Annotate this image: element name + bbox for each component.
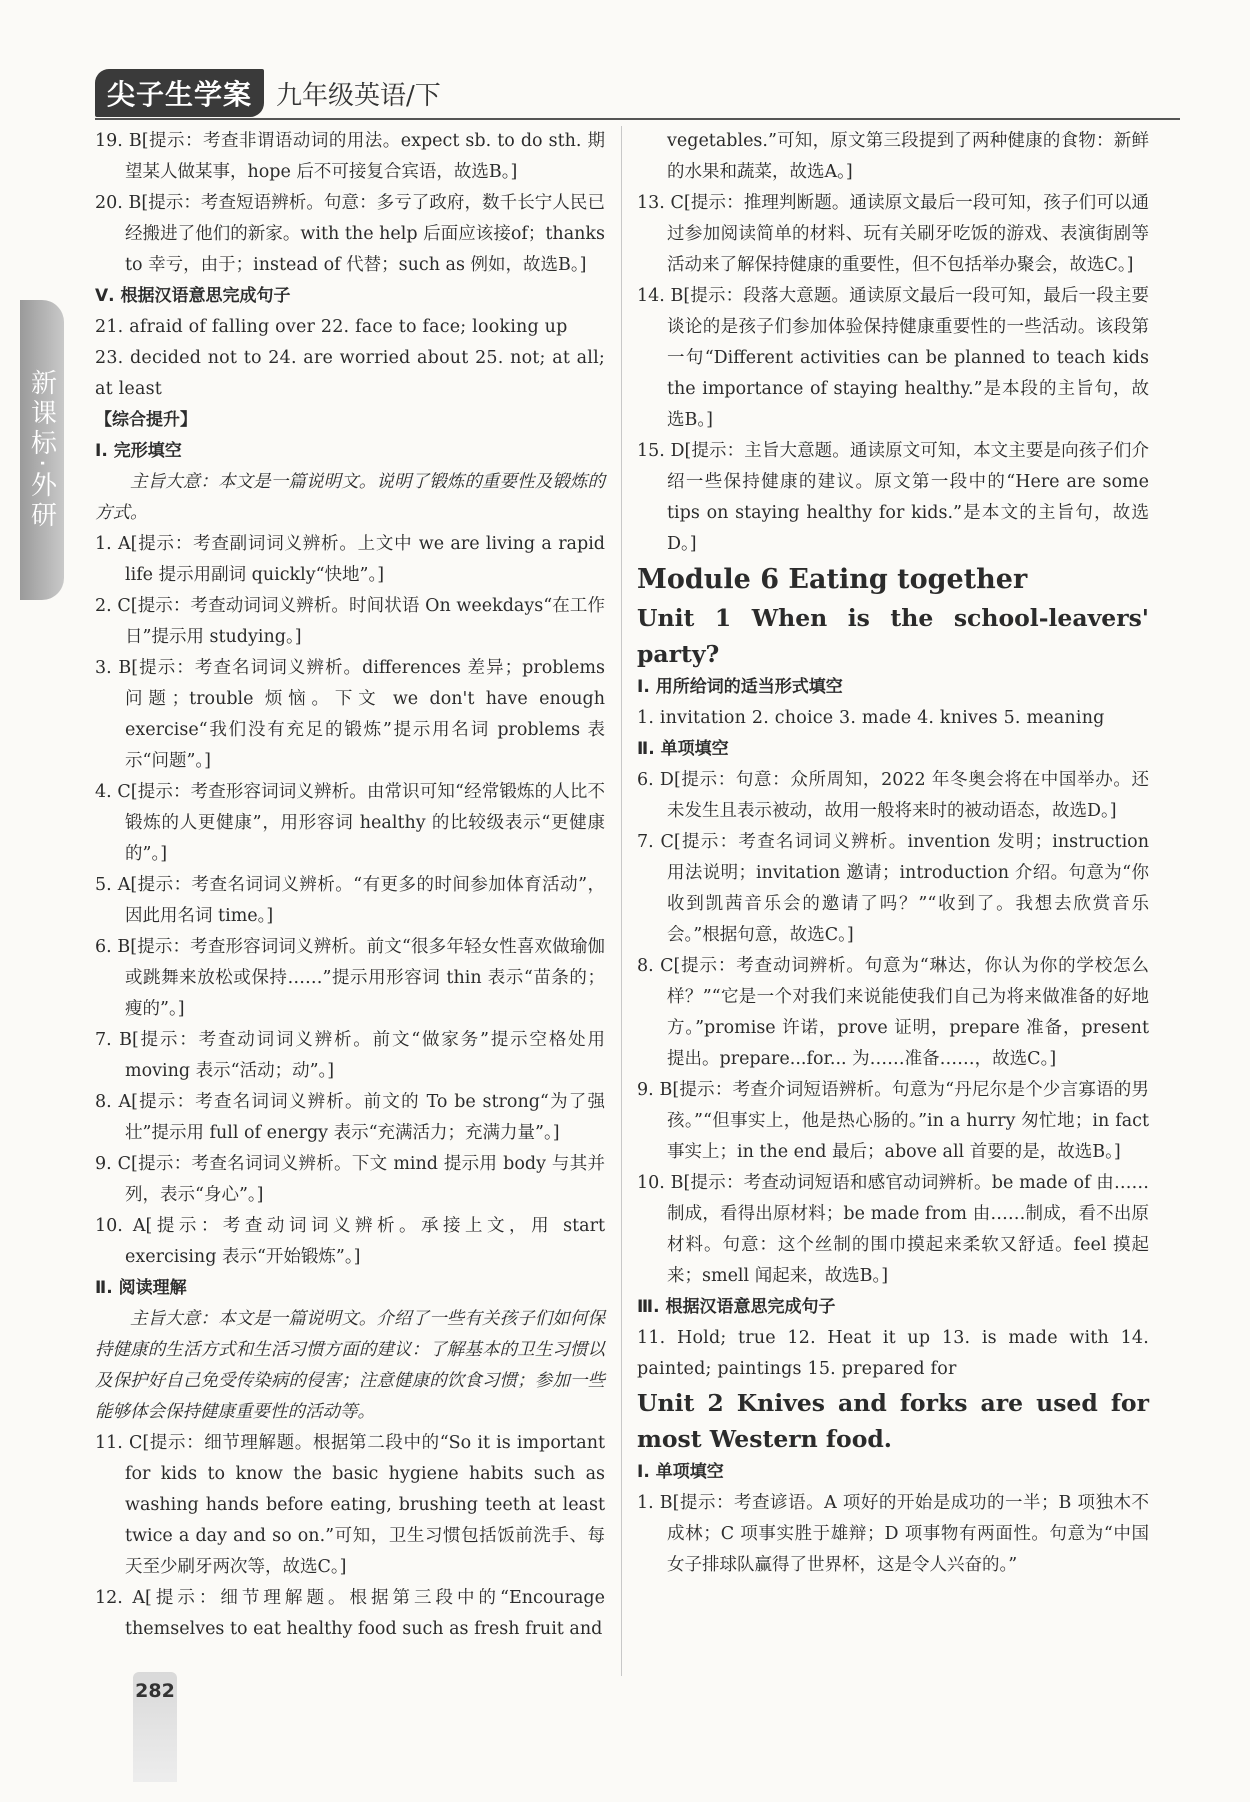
summary-paragraph: 主旨大意：本文是一篇说明文。介绍了一些有关孩子们如何保持健康的生活方式和生活习惯方面的建议：了解基本的卫生习惯以及保护好自己免受传染病的侵害；注意健康的饮食习惯；参加一些能够体会保持健康重要性的活动等。 <box>95 1309 605 1422</box>
answer-r12-cont: vegetables.”可知，原文第三段提到了两种健康的食物：新鲜的水果和蔬菜，故选A。] <box>667 131 1149 182</box>
module-title: Module 6 Eating together <box>637 564 1028 595</box>
fill-answers-2: 23. decided not to 24. are worried about 25. not; at all; at least <box>95 348 605 399</box>
unit-title: Unit 1 When is the school-leavers' party? <box>637 604 1149 668</box>
answer-r13: 13. C[提示：推理判断题。通读原文最后一段可知，孩子们可以通过参加阅读简单的材料、玩有关刷牙吃饭的游戏、表演街剧等活动来了解保持健康的重要性，但不包括举办聚会，故选C。] <box>637 193 1149 275</box>
section-heading: Ⅰ. 用所给词的适当形式填空 <box>637 677 843 697</box>
section-heading: Ⅱ. 阅读理解 <box>95 1278 187 1298</box>
left-column <box>95 126 605 1645</box>
answer-c2: 2. C[提示：考查动词词义辨析。时间状语 On weekdays“在工作日”提示用 studying。] <box>95 596 605 647</box>
answer-20: 20. B[提示：考查短语辨析。句意：多亏了政府，数千长宁人民已经搬进了他们的新家。with the help 后面应该接of；thanks to 幸亏，由于；instead of 代替；such as 例如，故选B。] <box>95 193 605 275</box>
answer-c9: 9. C[提示：考查名词词义辨析。下文 mind 提示用 body 与其并列，表示“身心”。] <box>95 1154 605 1205</box>
answer-s6: 6. D[提示：句意：众所周知，2022 年冬奥会将在中国举办。还未发生且表示被动，故用一般将来时的被动语态，故选D。] <box>637 770 1149 821</box>
answer-c1: 1. A[提示：考查副词词义辨析。上文中 we are living a rapid life 提示用副词 quickly“快地”。] <box>95 534 605 585</box>
answer-s9: 9. B[提示：考查介词短语辨析。句意为“丹尼尔是个少言寡语的男孩。”“但事实上，他是热心肠的。”in a hurry 匆忙地；in fact 事实上；in the end 最后；above all 首要的是，故选B。] <box>637 1080 1149 1162</box>
fill-answers: 1. invitation 2. choice 3. made 4. knives 5. meaning <box>637 708 1105 728</box>
answer-r12: 12. A[提示：细节理解题。根据第三段中的“Encourage themselves to eat healthy food such as fresh fruit and <box>95 1588 605 1639</box>
answer-c7: 7. B[提示：考查动词词义辨析。前文“做家务”提示空格处用 moving 表示“活动；动”。] <box>95 1030 605 1081</box>
answer-c10: 10. A[提示：考查动词词义辨析。承接上文，用 start exercising 表示“开始锻炼”。] <box>95 1216 605 1267</box>
section-heading: Ⅱ. 单项填空 <box>637 739 729 759</box>
answer-s10: 10. B[提示：考查动词短语和感官动词辨析。be made of 由……制成，看得出原材料；be made from 由……制成，看不出原材料。句意：这个丝制的围巾摸起来柔软又舒适。feel 摸起来；smell 闻起来，故选B。] <box>637 1173 1149 1286</box>
answer-s7: 7. C[提示：考查名词词义辨析。invention 发明；instruction 用法说明；invitation 邀请；introduction 介绍。句意为“你收到凯茜音乐会的邀请了吗？”“收到了。我想去欣赏音乐会。”根据句意，故选C。] <box>637 832 1149 945</box>
book-title: 九年级英语/下 <box>276 80 441 111</box>
answer-r14: 14. B[提示：段落大意题。通读原文最后一段可知，最后一段主要谈论的是孩子们参加体验保持健康重要性的一些活动。该段第一句“Different activities can be planned to teach kids the importance of staying healthy.”是本段的主旨句，故选B。] <box>637 286 1149 430</box>
answer-19: 19. B[提示：考查非谓语动词的用法。expect sb. to do sth. 期望某人做某事，hope 后不可接复合宾语，故选B。] <box>95 131 605 182</box>
unit-title: Unit 2 Knives and forks are used for most Western food. <box>637 1389 1149 1453</box>
section-heading: 【综合提升】 <box>95 410 197 430</box>
answer-r11: 11. C[提示：细节理解题。根据第二段中的“So it is important for kids to know the basic hygiene habits such as washing hands before eating, brushing teeth at least twice a day and so on.”可知，卫生习惯包括饭前洗手、每天至少刷牙两次等，故选C。] <box>95 1433 605 1577</box>
fill-answers: 11. Hold; true 12. Heat it up 13. is made with 14. painted; paintings 15. prepared for <box>637 1328 1149 1379</box>
section-heading: Ⅰ. 单项填空 <box>637 1462 724 1482</box>
column-divider <box>621 126 622 1676</box>
answer-s8: 8. C[提示：考查动词辨析。句意为“琳达，你认为你的学校怎么样？”“它是一个对我们来说能使我们自己为将来做准备的好地方。”promise 许诺，prove 证明，prepare 准备，present 提出。prepare...for... 为……准备……，故选C。] <box>637 956 1149 1069</box>
answer-c6: 6. B[提示：考查形容词词义辨析。前文“很多年轻女性喜欢做瑜伽或跳舞来放松或保持……”提示用形容词 thin 表示“苗条的；瘦的”。] <box>95 937 605 1019</box>
header-rule <box>95 118 1180 120</box>
page-number: 282 <box>135 1680 175 1702</box>
page-number-tab <box>133 1672 177 1782</box>
brand-logo: 尖子生学案 <box>95 69 264 117</box>
summary-paragraph: 主旨大意：本文是一篇说明文。说明了锻炼的重要性及锻炼的方式。 <box>95 472 605 523</box>
section-heading: Ⅴ. 根据汉语意思完成句子 <box>95 286 291 306</box>
side-tab: 新课标·外研 <box>20 300 64 600</box>
answer-c3: 3. B[提示：考查名词词义辨析。differences 差异；problems 问题；trouble 烦恼。下文 we don't have enough exercise“我们没有充足的锻炼”提示用名词 problems 表示“问题”。] <box>95 658 605 771</box>
fill-answers-1: 21. afraid of falling over 22. face to face; looking up <box>95 317 568 337</box>
answer-c5: 5. A[提示：考查名词词义辨析。“有更多的时间参加体育活动”，因此用名词 time。] <box>95 875 605 926</box>
answer-c8: 8. A[提示：考查名词词义辨析。前文的 To be strong“为了强壮”提示用 full of energy 表示“充满活力；充满力量”。] <box>95 1092 605 1143</box>
answer-r15: 15. D[提示：主旨大意题。通读原文可知，本文主要是向孩子们介绍一些保持健康的建议。原文第一段中的“Here are some tips on staying healthy for kids.”是本文的主旨句，故选D。] <box>637 441 1149 554</box>
answer-c4: 4. C[提示：考查形容词词义辨析。由常识可知“经常锻炼的人比不锻炼的人更健康”，用形容词 healthy 的比较级表示“更健康的”。] <box>95 782 605 864</box>
answer-u2-1: 1. B[提示：考查谚语。A 项好的开始是成功的一半；B 项独木不成林；C 项事实胜于雄辩；D 项事物有两面性。句意为“中国女子排球队赢得了世界杯，这是令人兴奋的。” <box>637 1493 1149 1575</box>
section-heading: Ⅲ. 根据汉语意思完成句子 <box>637 1297 836 1317</box>
right-column <box>637 126 1149 1581</box>
page-header <box>95 70 441 116</box>
section-heading: Ⅰ. 完形填空 <box>95 441 182 461</box>
